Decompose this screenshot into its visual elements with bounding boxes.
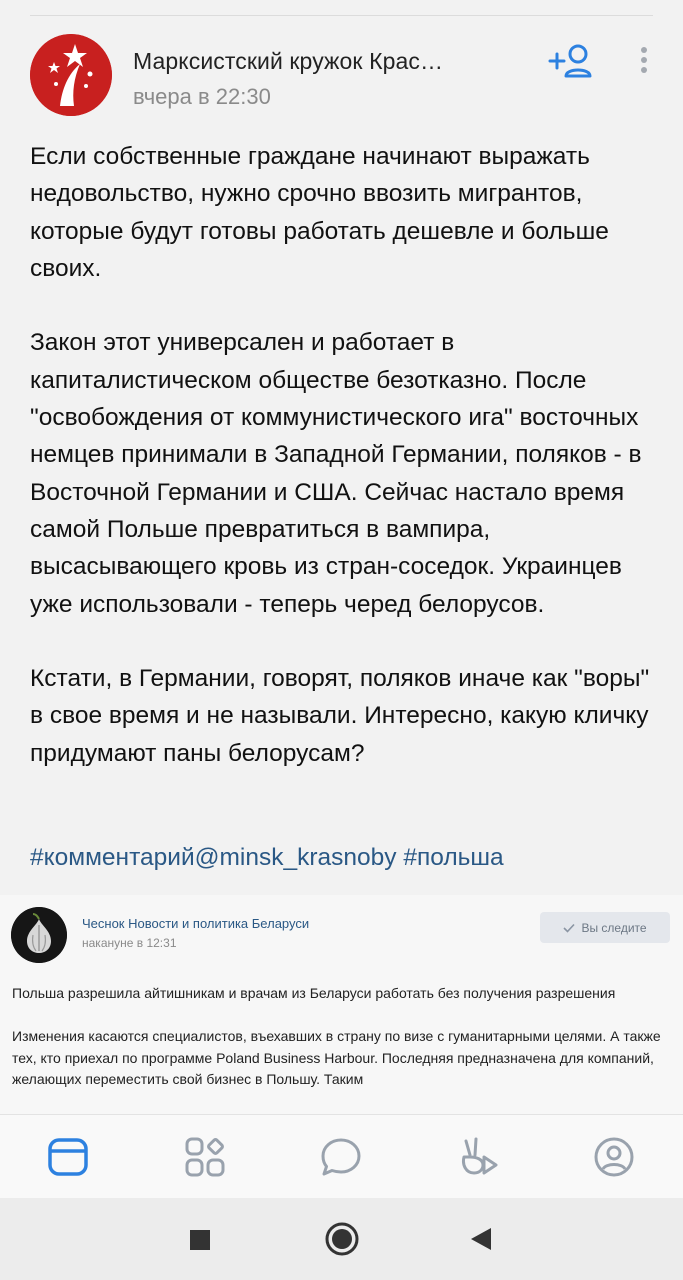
hashtags xyxy=(30,844,504,872)
post-text xyxy=(30,138,660,772)
more-options-icon[interactable] xyxy=(634,42,654,82)
post-paragraph: Если собственные граждане начинают выражать недовольство, нужно срочно ввозить мигрантов, которые будут готовы работать дешевле и больше своих. xyxy=(30,143,609,282)
services-icon[interactable] xyxy=(183,1135,227,1179)
reposted-image[interactable] xyxy=(0,895,683,1114)
repost-paragraph: Изменения касаются специалистов, въехавших в страну по визе с гуманитарными целями. А также тех, кто приехал по программе Poland Business Harbour. Последняя предназначена для компаний, желающих переместить свой бизнес в Польшу. Таким xyxy=(12,1028,661,1087)
top-divider xyxy=(30,15,653,16)
recent-apps-icon[interactable] xyxy=(189,1229,211,1256)
home-icon[interactable] xyxy=(325,1222,359,1261)
post-group-name[interactable]: Марксистский кружок Крас… xyxy=(133,48,444,74)
repost-paragraph: Польша разрешила айтишникам и врачам из Беларуси работать без получения разрешения xyxy=(12,985,616,1001)
repost-time: накануне в 12:31 xyxy=(82,936,177,950)
back-icon[interactable] xyxy=(470,1227,492,1256)
post-header xyxy=(30,34,663,118)
repost-avatar xyxy=(11,907,67,963)
hashtag-link[interactable]: #комментарий@minsk_krasnoby xyxy=(30,844,397,871)
system-navigation-bar xyxy=(0,1198,683,1280)
following-button xyxy=(540,912,670,943)
repost-text xyxy=(12,983,672,1112)
repost-group-name: Чеснок Новости и политика Беларуси xyxy=(82,916,310,931)
messages-icon[interactable] xyxy=(319,1135,363,1179)
bottom-tab-bar xyxy=(0,1114,683,1198)
news-icon[interactable] xyxy=(46,1135,90,1179)
group-avatar[interactable] xyxy=(30,34,112,116)
hashtag-link[interactable]: #польша xyxy=(403,844,504,871)
add-friend-icon[interactable] xyxy=(548,42,596,80)
post-paragraph: Закон этот универсален и работает в капиталистическом обществе безотказно. После "освобождения от коммунистического ига" восточных немцев принимали в Западной Германии, поляков - в Восточной Германии и США. Сейчас настало время самой Польше превратиться в вампира, высасывающего кровь из стран-соседок. Украинцев уже использовали - теперь черед белорусов. xyxy=(30,329,642,618)
following-label: Вы следите xyxy=(581,920,647,935)
profile-icon[interactable] xyxy=(592,1135,636,1179)
post-time: вчера в 22:30 xyxy=(133,84,271,109)
check-icon xyxy=(563,923,575,933)
post-paragraph: Кстати, в Германии, говорят, поляков иначе как "воры" в свое время и не называли. Интересно, какую кличку придумают паны белорусам? xyxy=(30,665,650,767)
clips-icon[interactable] xyxy=(456,1135,500,1179)
